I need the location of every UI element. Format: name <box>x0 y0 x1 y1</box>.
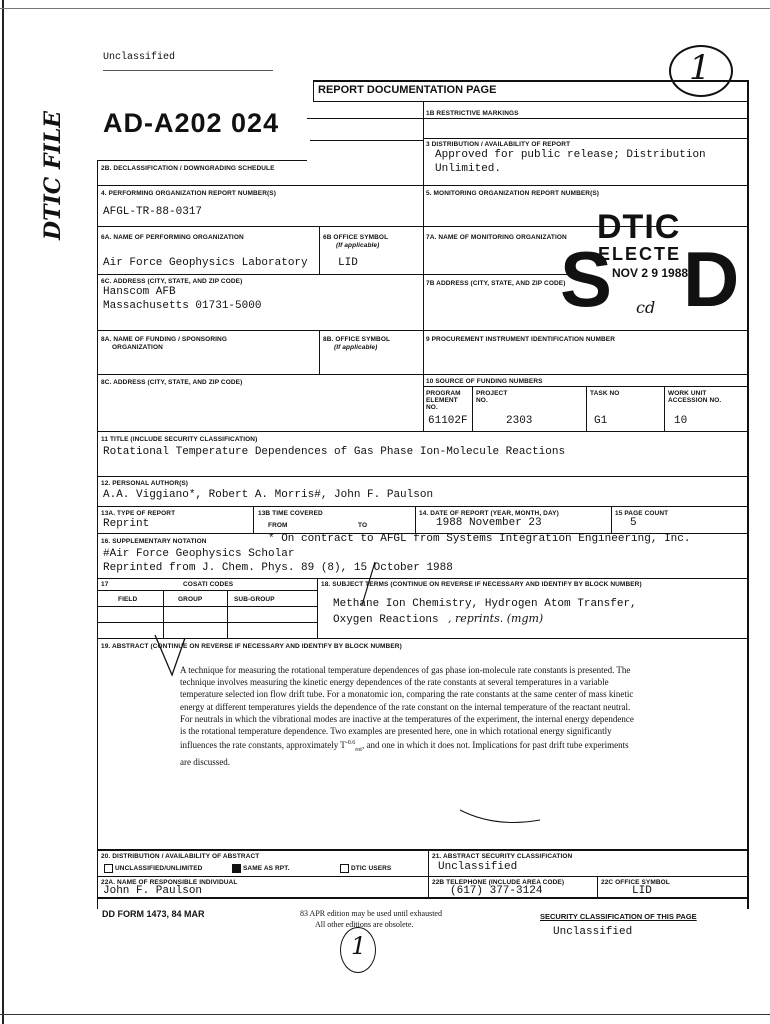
rule <box>97 897 747 899</box>
field-8a-label: 8A. NAME OF FUNDING / SPONSORING <box>101 336 227 343</box>
rule <box>97 622 317 623</box>
rule <box>586 386 587 431</box>
rule <box>97 374 747 375</box>
field-22a-value: John F. Paulson <box>103 885 203 897</box>
field-10-work-label: WORK UNIT ACCESSION NO. <box>668 390 722 404</box>
field-20-opt3 <box>340 864 391 873</box>
top-classification-underline <box>103 70 273 71</box>
rule <box>423 101 424 431</box>
abstract-exponent: -0.6 <box>345 740 356 747</box>
rule <box>611 506 612 533</box>
rule <box>97 274 423 275</box>
field-1b-label: 1B RESTRICTIVE MARKINGS <box>426 110 519 117</box>
field-17-subgroup: SUB-GROUP <box>234 596 275 603</box>
dtic-stamp-d: D <box>683 235 740 323</box>
field-22c-label: 22C OFFICE SYMBOL <box>601 879 670 886</box>
handwritten-number: 1 <box>689 48 711 88</box>
rule <box>253 506 254 533</box>
dtic-stamp-electe: ELECTE <box>598 244 682 264</box>
field-3-value-2: Unlimited. <box>435 163 502 175</box>
bottom-scan-edge <box>0 1014 770 1015</box>
rule <box>97 606 317 607</box>
rule <box>313 80 314 101</box>
field-12-value: A.A. Viggiano*, Robert A. Morris#, John F. Paulson <box>103 489 434 501</box>
rule <box>597 876 598 897</box>
underline-stroke-icon <box>455 800 545 830</box>
checkbox-dtic-users[interactable] <box>340 864 349 873</box>
field-21-value: Unclassified <box>438 861 518 873</box>
field-16-value-2: #Air Force Geophysics Scholar <box>103 548 295 560</box>
abstract-body: A technique for measuring the rotational temperature dependences of gas phase ion-molecule rate constants is presented. The technique involves measuring the kinetic energy dependences of the rate constants at several temperatures in a variable temperature selected ion flow drift tube. For a monatomic ion, comparing the rate constants at the same center of mass kinetic energy at different temperatures yields the dependence of the rate constant on the internal temperature of the reactant neutral. For neutrals in which the vibrational modes are inactive at the temperatures of the experiment, the internal energy dependence is the rotational temperature dependence. Two examples are presented here, one in which rotational energy significantly influences the rate constants, approximately T <box>180 665 634 751</box>
rule <box>97 849 747 851</box>
footer-classification: Unclassified <box>553 926 633 938</box>
checkbox-unclassified[interactable] <box>104 864 113 873</box>
rule <box>313 80 747 82</box>
field-18-value-1: Methane Ion Chemistry, Hydrogen Atom Transfer, <box>333 598 637 610</box>
footer-edition-1: 83 APR edition may be used until exhausted <box>300 909 442 918</box>
page-title: REPORT DOCUMENTATION PAGE <box>318 84 497 96</box>
field-17-label: 17 <box>101 581 109 588</box>
field-3-value-1: Approved for public release; Distribution <box>435 149 706 161</box>
field-22b-value: (617) 377-3124 <box>450 885 543 897</box>
rule <box>317 578 318 638</box>
left-margin-edge <box>2 0 4 1024</box>
rule <box>313 101 747 102</box>
rule <box>97 852 98 909</box>
rule <box>97 330 747 331</box>
field-20-opt1 <box>104 864 202 873</box>
field-20-opt2 <box>232 864 289 873</box>
rule <box>310 140 423 141</box>
field-6b-value: LID <box>338 257 358 269</box>
footer-handwritten: 1 <box>351 932 367 960</box>
field-6a-label: 6A. NAME OF PERFORMING ORGANIZATION <box>101 234 244 241</box>
opt1-label: UNCLASSIFIED/UNLIMITED <box>115 865 203 873</box>
check-mark-icon <box>150 630 190 680</box>
rule <box>97 431 747 432</box>
ad-number: AD-A202 024 <box>103 108 280 138</box>
footer-form: DD FORM 1473, 84 MAR <box>102 909 205 919</box>
field-16-value-3: Reprinted from J. Chem. Phys. 89 (8), 15 October 1988 <box>103 562 453 574</box>
field-8a-label-2: ORGANIZATION <box>112 344 163 351</box>
rule <box>307 118 747 119</box>
field-20-label: 20. DISTRIBUTION / AVAILABILITY OF ABSTRACT <box>101 853 260 860</box>
field-10-project-value: 2303 <box>506 415 533 427</box>
field-13b-label: 13B TIME COVERED <box>258 510 323 517</box>
rule <box>664 386 665 431</box>
footer-edition-2: All other editions are obsolete. <box>315 920 414 929</box>
field-2b-label: 2B. DECLASSIFICATION / DOWNGRADING SCHEDULE <box>101 165 275 172</box>
field-17-field: FIELD <box>118 596 138 603</box>
field-17-group: GROUP <box>178 596 203 603</box>
field-21-label: 21. ABSTRACT SECURITY CLASSIFICATION <box>432 853 573 860</box>
field-4-label: 4. PERFORMING ORGANIZATION REPORT NUMBER(S) <box>101 190 276 197</box>
rule <box>319 226 320 274</box>
field-17-cosati: COSATI CODES <box>183 581 234 588</box>
checkbox-same-as-rpt[interactable] <box>232 864 241 873</box>
field-13b-to: TO <box>358 522 368 529</box>
field-6c-value-2: Massachusetts 01731-5000 <box>103 300 262 312</box>
rule <box>97 638 747 639</box>
field-5-label: 5. MONITORING ORGANIZATION REPORT NUMBER(S) <box>426 190 600 197</box>
field-10-work-value: 10 <box>674 415 688 427</box>
field-6a-value: Air Force Geophysics Laboratory <box>103 257 308 269</box>
rule <box>415 506 416 533</box>
rule <box>97 590 317 591</box>
side-stamp: DTIC FILE <box>40 110 66 240</box>
field-16-label: 16. SUPPLEMENTARY NOTATION <box>101 538 207 545</box>
rule <box>97 160 307 161</box>
field-6b-sublabel: (If applicable) <box>336 242 380 249</box>
abstract-text <box>180 664 640 768</box>
rule <box>472 386 473 431</box>
check-mark-icon <box>350 560 380 610</box>
field-22c-value: LID <box>632 885 652 897</box>
field-15-value: 5 <box>630 517 637 529</box>
field-10-program-label: PROGRAM ELEMENT NO. <box>426 390 461 411</box>
rule <box>319 330 320 374</box>
field-22b-label: 22B TELEPHONE (INCLUDE AREA CODE) <box>432 879 565 886</box>
abstract-end: , and one in which it does not. Implications for past drift tube experiments are discussed. <box>180 740 629 768</box>
dtic-stamp-date: NOV 2 9 1988 <box>612 266 689 280</box>
field-7a-label: 7A. NAME OF MONITORING ORGANIZATION <box>426 234 567 241</box>
rule <box>227 590 228 638</box>
field-8b-sublabel: (If applicable) <box>334 344 378 351</box>
field-19-label: 19. ABSTRACT (CONTINUE ON REVERSE IF NECESSARY AND IDENTIFY BY BLOCK NUMBER) <box>101 643 402 650</box>
field-22a-label: 22A. NAME OF RESPONSIBLE INDIVIDUAL <box>101 879 238 886</box>
field-8c-label: 8C. ADDRESS (CITY, STATE, AND ZIP CODE) <box>101 379 243 386</box>
rule <box>747 852 749 909</box>
field-10-task-label: TASK NO <box>590 390 620 397</box>
field-16-value-1: * On contract to AFGL from Systems Integration Engineering, Inc. <box>268 533 691 545</box>
rule <box>97 185 747 186</box>
rule <box>747 80 749 852</box>
field-3-label: 3 DISTRIBUTION / AVAILABILITY OF REPORT <box>426 141 571 148</box>
field-8b-label: 8B. OFFICE SYMBOL <box>323 336 391 343</box>
dtic-stamp-title: DTIC <box>597 208 681 246</box>
field-10-label: 10 SOURCE OF FUNDING NUMBERS <box>426 378 543 385</box>
field-6c-label: 6C. ADDRESS (CITY, STATE, AND ZIP CODE) <box>101 278 243 285</box>
opt3-label: DTIC USERS <box>351 865 392 873</box>
field-18-label: 18. SUBJECT TERMS (CONTINUE ON REVERSE IF NECESSARY AND IDENTIFY BY BLOCK NUMBER) <box>321 581 642 588</box>
dtic-stamp-cd: cd <box>636 298 656 317</box>
opt2-label: SAME AS RPT. <box>243 865 290 873</box>
field-6c-value-1: Hanscom AFB <box>103 286 176 298</box>
field-13b-from: FROM <box>268 522 288 529</box>
field-18-handwritten: , reprints. (mgm) <box>448 612 544 625</box>
field-10-program-value: 61102F <box>428 415 468 427</box>
dtic-stamp-s: S <box>560 235 613 323</box>
field-9-label: 9 PROCUREMENT INSTRUMENT IDENTIFICATION NUMBER <box>426 336 616 343</box>
field-12-label: 12. PERSONAL AUTHOR(S) <box>101 480 189 487</box>
field-15-label: 15 PAGE COUNT <box>615 510 669 517</box>
field-18-value-2: Oxygen Reactions <box>333 614 439 626</box>
rule <box>423 138 747 139</box>
field-6b-label: 6B OFFICE SYMBOL <box>323 234 389 241</box>
top-scan-edge <box>0 8 770 9</box>
rule <box>97 578 747 579</box>
field-14-value: 1988 November 23 <box>436 517 542 529</box>
footer-security-label: SECURITY CLASSIFICATION OF THIS PAGE <box>540 912 697 921</box>
field-13a-label: 13A. TYPE OF REPORT <box>101 510 176 517</box>
abstract-subscript: rot <box>355 747 362 754</box>
rule <box>428 849 429 897</box>
rule <box>97 876 747 877</box>
field-10-project-label: PROJECT NO. <box>476 390 508 404</box>
field-11-value: Rotational Temperature Dependences of Gas Phase Ion-Molecule Reactions <box>103 446 566 458</box>
field-13a-value: Reprint <box>103 518 150 530</box>
rule <box>97 506 747 507</box>
top-classification: Unclassified <box>103 52 176 63</box>
field-7b-label: 7B ADDRESS (CITY, STATE, AND ZIP CODE) <box>426 280 566 287</box>
rule <box>97 476 747 477</box>
field-14-label: 14. DATE OF REPORT (YEAR, MONTH, DAY) <box>419 510 559 517</box>
field-11-label: 11 TITLE (INCLUDE SECURITY CLASSIFICATION) <box>101 436 258 443</box>
field-4-value: AFGL-TR-88-0317 <box>103 206 203 218</box>
field-10-task-value: G1 <box>594 415 608 427</box>
